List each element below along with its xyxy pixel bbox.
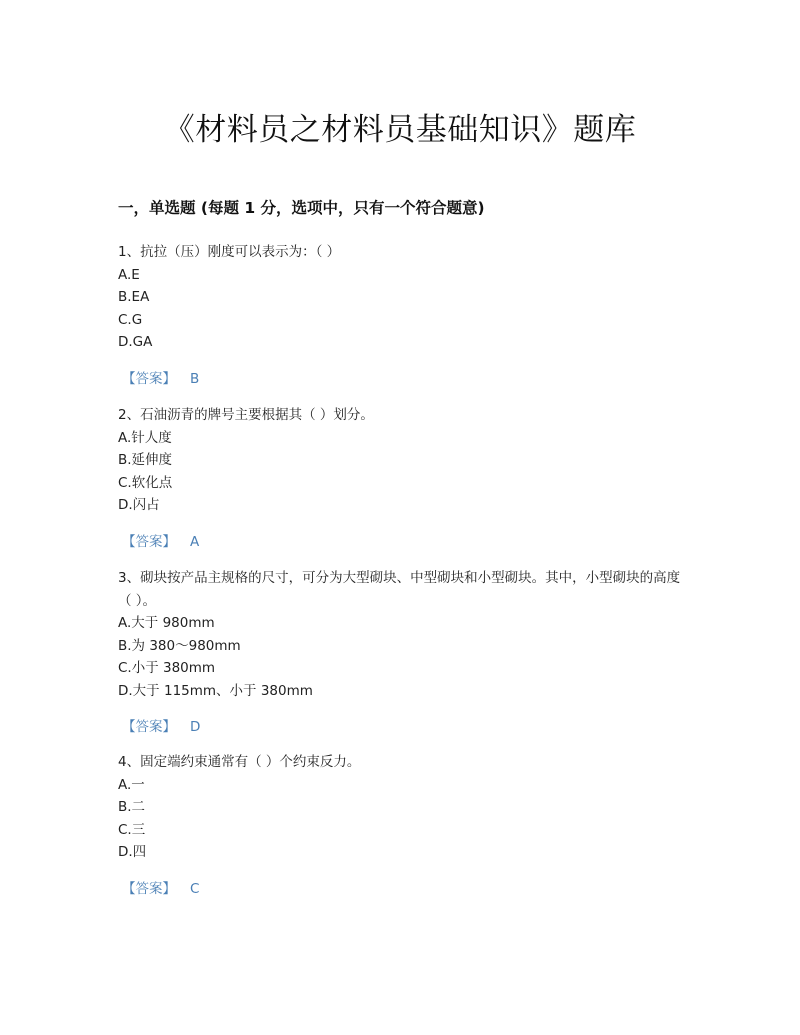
question-stem: 4、固定端约束通常有（ ）个约束反力。 [118, 754, 361, 770]
answer-line [118, 531, 683, 553]
option-b: B.为 380～980mm [118, 637, 241, 654]
option-d: D.闪占 [118, 497, 160, 513]
option-a: A.大于 980mm [118, 615, 215, 631]
option-a: A.针人度 [118, 429, 172, 446]
answer-line [118, 878, 683, 900]
option-d: D.四 [118, 844, 147, 860]
answer-label: 【答案】 [122, 370, 176, 387]
answer-label: 【答案】 [122, 533, 176, 550]
option-c: C.软化点 [118, 474, 173, 491]
option-a: A.E [118, 266, 140, 283]
question-stem: 2、石油沥青的牌号主要根据其（ ）划分。 [118, 407, 374, 423]
answer-value: B [190, 370, 200, 387]
option-b: B.延伸度 [118, 452, 173, 468]
question-item [118, 404, 683, 553]
option-c: C.G [118, 311, 143, 328]
question-item [118, 567, 683, 738]
option-d: D.GA [118, 334, 153, 350]
answer-label: 【答案】 [122, 880, 176, 897]
option-d: D.大于 115mm、小于 380mm [118, 682, 313, 699]
option-c: C.小于 380mm [118, 660, 216, 676]
answer-line [118, 716, 683, 738]
document-title: 《材料员之材料员基础知识》题库 [163, 112, 637, 148]
section-heading: 一，单选题 (每题 1 分，选项中，只有一个符合题意) [118, 199, 485, 217]
question-item [118, 751, 683, 900]
option-b: B.二 [118, 799, 146, 815]
answer-label: 【答案】 [122, 719, 176, 735]
option-a: A.一 [118, 776, 145, 793]
question-stem: 3、砌块按产品主规格的尺寸，可分为大型砌块、中型砌块和小型砌块。其中，小型砌块的高度（ ）。 [118, 570, 681, 609]
answer-value: D [190, 719, 201, 735]
option-b: B.EA [118, 289, 150, 305]
option-c: C.三 [118, 821, 146, 838]
answer-value: C [190, 880, 200, 897]
answer-value: A [190, 533, 200, 550]
answer-line [118, 368, 683, 390]
question-item [118, 241, 683, 390]
question-stem: 1、抗拉（压）刚度可以表示为：（ ） [118, 244, 341, 260]
